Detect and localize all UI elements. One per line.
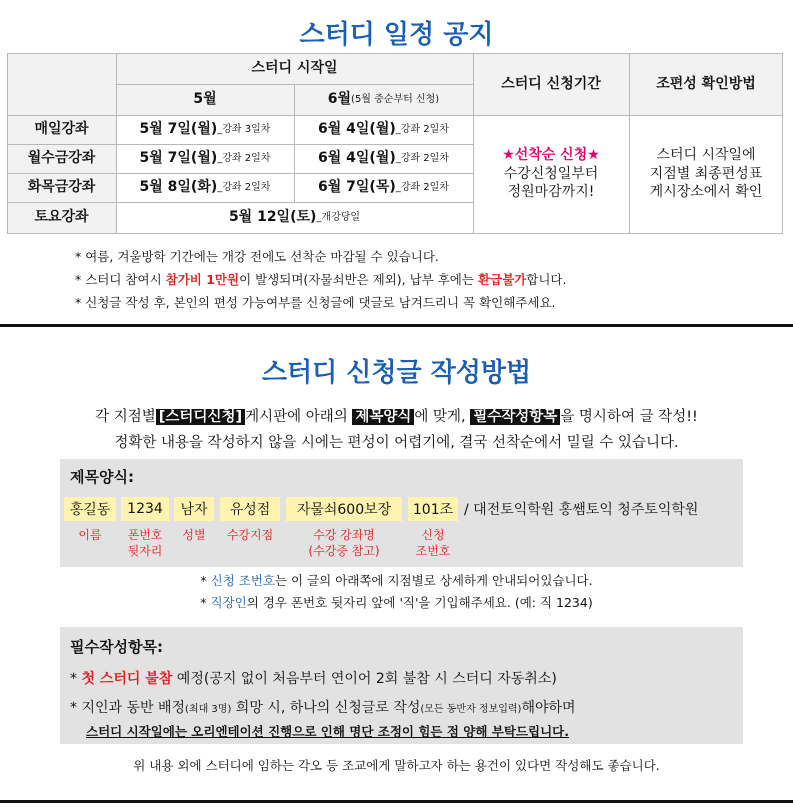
caption-course: 수강 강좌명 (수강중 참고) xyxy=(308,528,380,559)
guide-intro-line-1: 각 지점별 [스터디신청] 게시판에 아래의 제목양식 에 맞게, 필수작성항목 을 명시하여 글 작성!! xyxy=(95,409,698,425)
row-daily-june: 6월 4일(월) _강좌 2일차 xyxy=(318,121,449,138)
format-suffix: / 대전토익학원 홍쌤토익 청주토익학원 xyxy=(464,502,699,518)
format-tag-branch: 유성점 xyxy=(220,497,280,521)
grid-line xyxy=(782,53,783,233)
section-divider xyxy=(0,324,793,327)
row-sat-start: 5월 12일(토) _개강당일 xyxy=(228,209,361,226)
caption-phone: 폰번호 뒷자리 xyxy=(127,528,163,559)
required-item-1: * 첫 스터디 불참 예정(공지 없이 처음부터 연이어 2회 불참 시 스터디 자동취소) xyxy=(70,671,557,687)
grid-line xyxy=(116,53,117,233)
format-note-1: * 신청 조번호는 이 글의 아래쪽에 지점별로 상세하게 안내되어있습니다. xyxy=(200,573,593,588)
format-tag-group: 101조 xyxy=(408,497,458,521)
grid-line xyxy=(7,144,473,145)
grid-line xyxy=(7,173,473,174)
row-name-daily: 매일강좌 xyxy=(7,115,116,144)
row-mwf-may: 5월 7일(월) _강좌 2일차 xyxy=(139,150,271,167)
notice-note-2: * 스터디 참여시 참가비 1만원이 발생되며(자물쇠반은 제외), 납부 후에는 환급불가합니다. xyxy=(75,272,567,287)
notice-note-3: * 신청글 작성 후, 본인의 편성 가능여부를 신청글에 댓글로 남겨드리니 꼭 확인해주세요. xyxy=(75,295,556,310)
caption-group: 신청 조번호 xyxy=(415,528,451,559)
row-ttf-june: 6월 7일(목) _강좌 2일차 xyxy=(318,179,449,196)
row-name-mwf: 월수금강좌 xyxy=(7,144,116,173)
grid-line xyxy=(7,115,783,116)
header-start-day: 스터디 시작일 xyxy=(116,53,473,84)
required-item-2-warning: 스터디 시작일에는 오리엔테이션 진행으로 인해 명단 조정이 힘든 점 양해 부탁드립니다. xyxy=(86,724,569,739)
grid-line xyxy=(294,84,295,202)
grid-line xyxy=(7,233,783,234)
notice-title: 스터디 일정 공지 xyxy=(299,20,494,50)
row-mwf-june: 6월 4일(월) _강좌 2일차 xyxy=(318,150,449,167)
format-heading: 제목양식: xyxy=(70,468,134,486)
grid-line xyxy=(7,53,8,233)
format-note-2: * 직장인의 경우 폰번호 뒷자리 앞에 '직'을 기입해주세요. (예: 직 1234) xyxy=(200,595,593,610)
caption-branch: 수강지점 xyxy=(226,528,274,542)
schedule-table xyxy=(7,53,783,233)
format-tag-name: 홍길동 xyxy=(64,497,116,521)
row-name-sat: 토요강좌 xyxy=(7,202,116,233)
row-ttf-may: 5월 8일(화) _강좌 2일차 xyxy=(139,179,271,196)
grid-line xyxy=(473,53,474,233)
bottom-divider xyxy=(0,800,793,803)
grid-line xyxy=(7,53,783,54)
format-tag-course: 자물쇠600보장 xyxy=(286,497,402,521)
caption-name: 이름 xyxy=(78,528,102,542)
format-tag-gender: 남자 xyxy=(174,497,214,521)
guide-footer: 위 내용 외에 스터디에 임하는 각오 등 조교에게 말하고자 하는 용건이 있다면 작성해도 좋습니다. xyxy=(133,758,660,773)
guide-intro-line-2: 정확한 내용을 작성하지 않을 시에는 편성이 어렵기에, 결국 선착순에서 밀릴 수 있습니다. xyxy=(114,435,679,451)
header-apply-period: 스터디 신청기간 xyxy=(473,53,629,115)
row-name-ttf: 화목금강좌 xyxy=(7,173,116,202)
header-june: 6월 (5월 중순부터 신청) xyxy=(294,84,473,115)
caption-gender: 성별 xyxy=(182,528,206,542)
required-heading: 필수작성항목: xyxy=(70,638,163,656)
header-confirm-method: 조편성 확인방법 xyxy=(629,53,783,115)
notice-note-1: * 여름, 겨울방학 기간에는 개강 전에도 선착순 마감될 수 있습니다. xyxy=(75,249,439,264)
required-item-2: * 지인과 동반 배정(최대 3명) 희망 시, 하나의 신청글로 작성(모든 동반자 정보입력)해야하며 xyxy=(70,700,576,716)
confirm-method-cell: 스터디 시작일에 지점별 최종편성표 게시장소에서 확인 xyxy=(649,146,763,201)
header-corner xyxy=(7,53,116,115)
grid-line xyxy=(7,202,473,203)
guide-title: 스터디 신청글 작성방법 xyxy=(261,358,532,388)
row-daily-may: 5월 7일(월) _강좌 3일차 xyxy=(139,121,271,138)
grid-line xyxy=(629,53,630,233)
apply-period-cell: ★선착순 신청★ 수강신청일부터 정원마감까지! xyxy=(502,146,600,201)
header-may: 5월 xyxy=(116,84,294,115)
format-tag-phone: 1234 xyxy=(121,497,169,521)
